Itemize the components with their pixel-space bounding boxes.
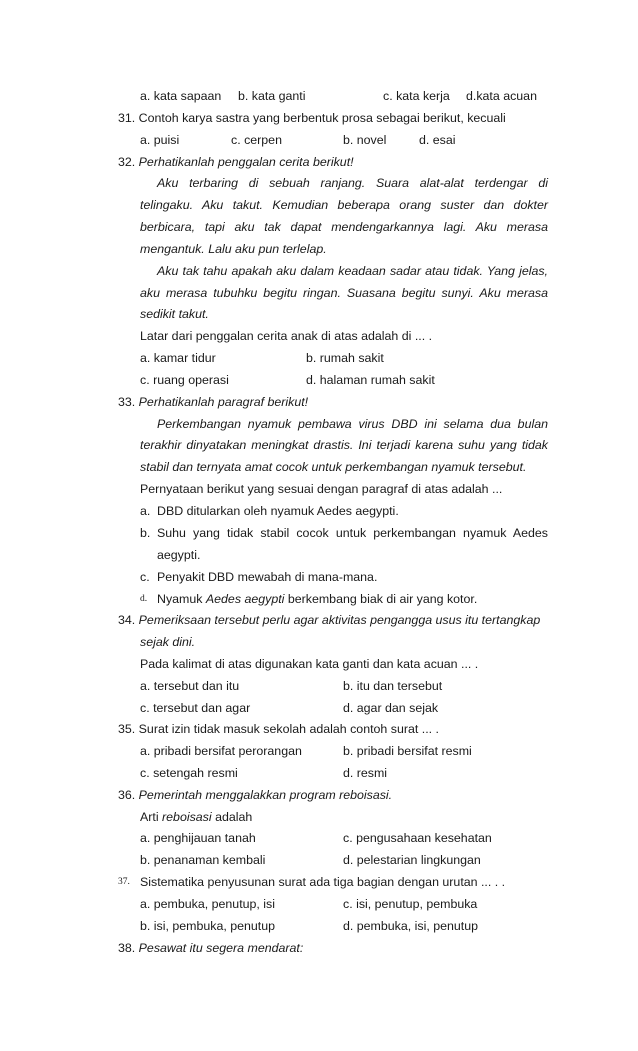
q35-option: c. setengah resmi bbox=[140, 766, 238, 780]
q34-option: a. tersebut dan itu bbox=[140, 679, 240, 693]
question-38 bbox=[118, 941, 303, 955]
q38-sentence: Pesawat itu segera mendarat: bbox=[138, 941, 304, 955]
q33-option-cont: aegypti. bbox=[157, 548, 201, 562]
q36-option: b. penanaman kembali bbox=[140, 853, 266, 867]
q35-option: b. pribadi bersifat resmi bbox=[343, 744, 472, 758]
q34-option: d. agar dan sejak bbox=[343, 701, 439, 715]
q33-option bbox=[157, 592, 477, 606]
q34-option: b. itu dan tersebut bbox=[343, 679, 443, 693]
question-35: 35. Surat izin tidak masuk sekolah adalah contoh surat ... . bbox=[118, 722, 439, 736]
story-line: mengantuk. Lalu aku pun terlelap. bbox=[140, 242, 327, 256]
story-line: sedikit takut. bbox=[140, 307, 209, 321]
q36-sentence: Pemerintah menggalakkan program reboisasi. bbox=[138, 788, 393, 802]
q33-d-pre: Nyamuk bbox=[157, 592, 206, 606]
q36-option: d. pelestarian lingkungan bbox=[343, 853, 481, 867]
q33-option: Penyakit DBD mewabah di mana-mana. bbox=[157, 570, 378, 584]
q33-title: Perhatikanlah paragraf berikut! bbox=[138, 395, 309, 409]
q32-title: Perhatikanlah penggalan cerita berikut! bbox=[138, 155, 354, 169]
q34-sentence-cont: sejak dini. bbox=[140, 635, 196, 649]
q33-option-letter: d. bbox=[140, 594, 148, 604]
question-34 bbox=[118, 613, 540, 627]
q34-number: 34. bbox=[118, 613, 139, 627]
q36-prompt bbox=[140, 810, 252, 824]
q36-prompt-post: adalah bbox=[211, 810, 253, 824]
question-36 bbox=[118, 788, 392, 802]
q35-option: d. resmi bbox=[343, 766, 388, 780]
q31-option: c. cerpen bbox=[231, 133, 282, 147]
q36-term: reboisasi bbox=[162, 810, 212, 824]
q38-number: 38. bbox=[118, 941, 139, 955]
paragraph-line: stabil dan ternyata amat cocok untuk perkembangan nyamuk tersebut. bbox=[140, 460, 527, 474]
question-32: 32. Perhatikanlah penggalan cerita berikut! bbox=[118, 155, 354, 169]
q33-d-species: Aedes aegypti bbox=[205, 592, 285, 606]
question-31: 31. Contoh karya sastra yang berbentuk prosa sebagai berikut, kecuali bbox=[118, 111, 506, 125]
q34-sentence: Pemeriksaan tersebut perlu agar aktivitas pengangga usus itu tertangkap bbox=[138, 613, 541, 627]
paragraph-line: Perkembangan nyamuk pembawa virus DBD ini selama dua bulan bbox=[157, 417, 548, 431]
paragraph-line: terakhir dinyatakan meningkat drastis. Ini terjadi karena suhu yang tidak bbox=[140, 438, 548, 452]
q37-option: c. isi, penutup, pembuka bbox=[343, 897, 478, 911]
q32-option: c. ruang operasi bbox=[140, 373, 229, 387]
option-d: d.kata acuan bbox=[466, 89, 537, 103]
q37-option: a. pembuka, penutup, isi bbox=[140, 897, 276, 911]
q32-prompt: Latar dari penggalan cerita anak di atas adalah di ... . bbox=[140, 329, 433, 343]
story-line: berbicara, tapi aku tak dapat mendengarkannya lagi. Aku merasa bbox=[140, 220, 548, 234]
q36-prompt-pre: Arti bbox=[140, 810, 163, 824]
q35-option: a. pribadi bersifat perorangan bbox=[140, 744, 302, 758]
q36-option: c. pengusahaan kesehatan bbox=[343, 831, 492, 845]
story-line: aku merasa tubuhku begitu ringan. Suasana begitu sunyi. Aku merasa bbox=[140, 286, 548, 300]
q33-option-letter: c. bbox=[140, 570, 150, 584]
option-b: b. kata ganti bbox=[238, 89, 306, 103]
question-37: Sistematika penyusunan surat ada tiga bagian dengan urutan ... . . bbox=[140, 875, 506, 889]
q37-number: 37. bbox=[118, 877, 130, 887]
q34-prompt: Pada kalimat di atas digunakan kata ganti dan kata acuan ... . bbox=[140, 657, 479, 671]
q31-option: d. esai bbox=[419, 133, 456, 147]
q33-option: Suhu yang tidak stabil cocok untuk perkembangan nyamuk Aedes bbox=[157, 526, 548, 540]
q32-option: a. kamar tidur bbox=[140, 351, 216, 365]
question-33: 33. Perhatikanlah paragraf berikut! bbox=[118, 395, 309, 409]
q36-number: 36. bbox=[118, 788, 139, 802]
q34-option: c. tersebut dan agar bbox=[140, 701, 251, 715]
q31-option: b. novel bbox=[343, 133, 387, 147]
q31-option: a. puisi bbox=[140, 133, 180, 147]
q33-prompt: Pernyataan berikut yang sesuai dengan paragraf di atas adalah ... bbox=[140, 482, 503, 496]
q37-option: b. isi, pembuka, penutup bbox=[140, 919, 276, 933]
q33-d-post: berkembang biak di air yang kotor. bbox=[284, 592, 478, 606]
story-line: telingaku. Aku takut. Kemudian beberapa orang suster dan dokter bbox=[140, 198, 548, 212]
q32-option: b. rumah sakit bbox=[306, 351, 384, 365]
story-line: Aku terbaring di sebuah ranjang. Suara alat-alat terdengar di bbox=[157, 176, 548, 190]
q33-option-letter: b. bbox=[140, 526, 151, 540]
q37-option: d. pembuka, isi, penutup bbox=[343, 919, 479, 933]
story-line: Aku tak tahu apakah aku dalam keadaan sadar atau tidak. Yang jelas, bbox=[157, 264, 548, 278]
option-c: c. kata kerja bbox=[383, 89, 450, 103]
q36-option: a. penghijauan tanah bbox=[140, 831, 256, 845]
q33-option-letter: a. bbox=[140, 504, 151, 518]
q32-option: d. halaman rumah sakit bbox=[306, 373, 435, 387]
q33-option: DBD ditularkan oleh nyamuk Aedes aegypti. bbox=[157, 504, 399, 518]
option-a: a. kata sapaan bbox=[140, 89, 222, 103]
